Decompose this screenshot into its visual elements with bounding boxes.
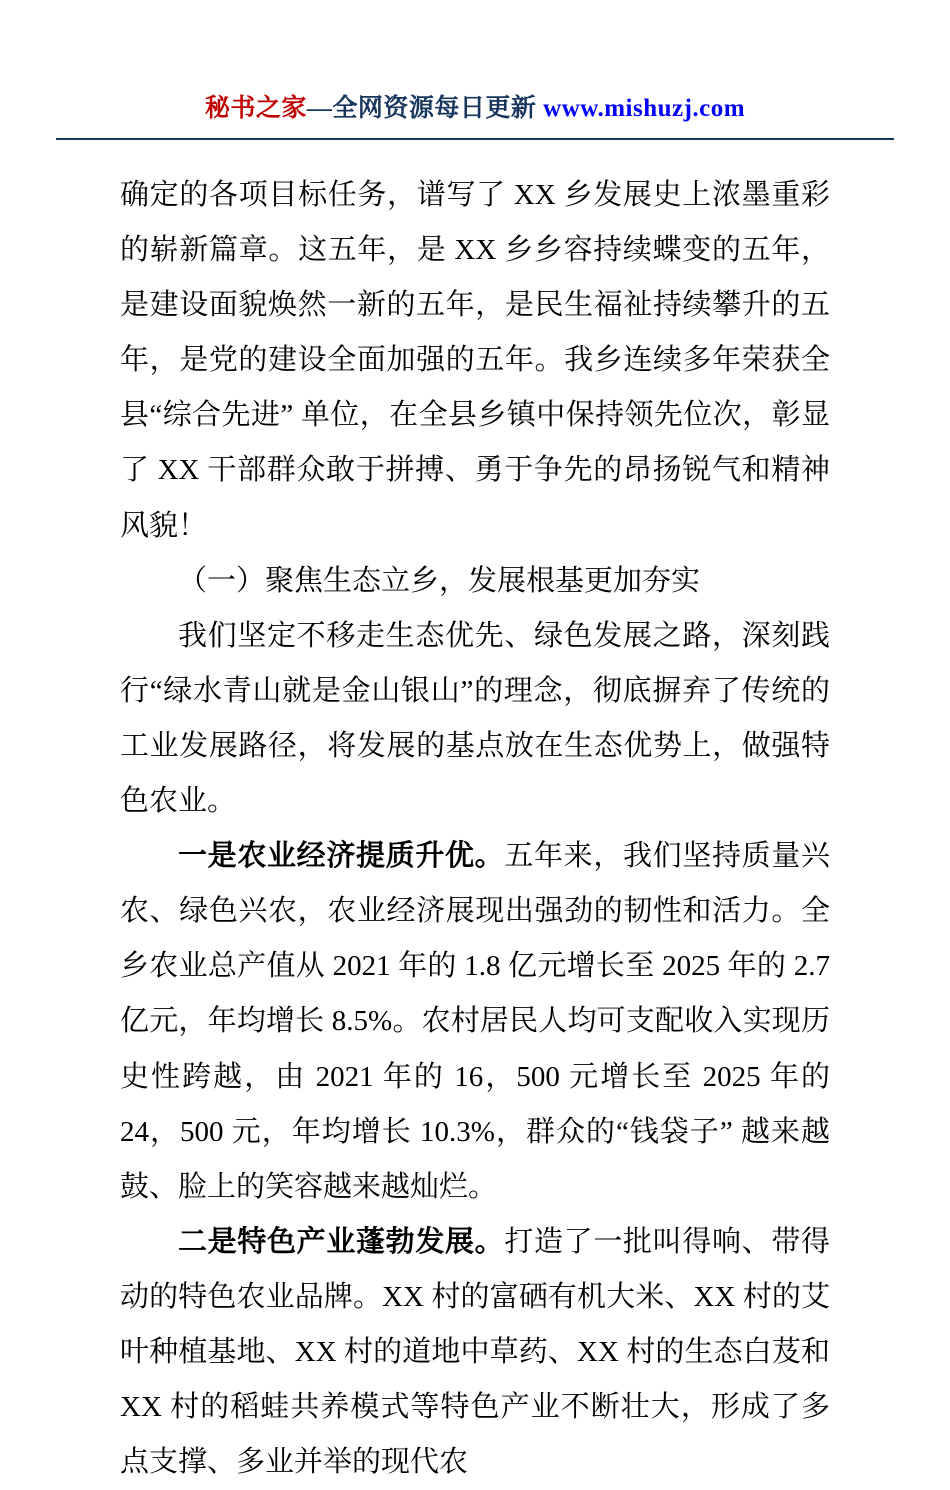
paragraph-text: 五年来，我们坚持质量兴农、绿色兴农，农业经济展现出强劲的韧性和活力。全乡农业总产值从 2021 年的 1.8 亿元增长至 2025 年的 2.7 亿元，年均增长 8.5%。农村居民人均可支配收入实现历史性跨越，由 2021 年的 16，500 元增长至 2025 年的 24，500 元，年均增长 10.3%，群众的“钱袋子” 越来越鼓、脸上的笑容越来越灿烂。 — [120, 840, 830, 1203]
section-heading — [120, 554, 830, 609]
paragraph-point-one — [120, 829, 830, 1215]
page-header — [0, 0, 950, 124]
site-tagline: —全网资源每日更新 — [306, 95, 544, 122]
paragraph-lead-bold: 一是农业经济提质升优。 — [178, 840, 505, 873]
paragraph-ecology — [120, 609, 830, 829]
paragraph-point-two — [120, 1215, 830, 1490]
site-url-link[interactable]: www.mishuzj.com — [543, 95, 746, 122]
paragraph-text: 我们坚定不移走生态优先、绿色发展之路，深刻践行“绿水青山就是金山银山”的理念，彻底摒弃了传统的工业发展路径，将发展的基点放在生态优势上，做强特色农业。 — [120, 619, 830, 818]
site-brand: 秘书之家 — [204, 95, 307, 122]
paragraph-text: 打造了一批叫得响、带得动的特色农业品牌。XX 村的富硒有机大米、XX 村的艾叶种植基地、XX 村的道地中草药、XX 村的生态白芨和 XX 村的稻蛙共养模式等特色产业不断壮大，形成了多点支撑、多业并举的现代农 — [120, 1225, 830, 1479]
document-body — [120, 168, 830, 1490]
paragraph-continuation — [120, 168, 830, 554]
paragraph-text: 确定的各项目标任务，谱写了 XX 乡发展史上浓墨重彩的崭新篇章。这五年，是 XX 乡乡容持续蝶变的五年，是建设面貌焕然一新的五年，是民生福祉持续攀升的五年，是党的建设全面加强的五年。我乡连续多年荣获全县“综合先进” 单位，在全县乡镇中保持领先位次，彰显了 XX 干部群众敢于拼搏、勇于争先的昂扬锐气和精神风貌！ — [120, 179, 830, 542]
header-divider — [56, 138, 894, 140]
paragraph-lead-bold: 二是特色产业蓬勃发展。 — [178, 1225, 505, 1258]
section-heading-text: （一）聚焦生态立乡，发展根基更加夯实 — [178, 564, 701, 597]
